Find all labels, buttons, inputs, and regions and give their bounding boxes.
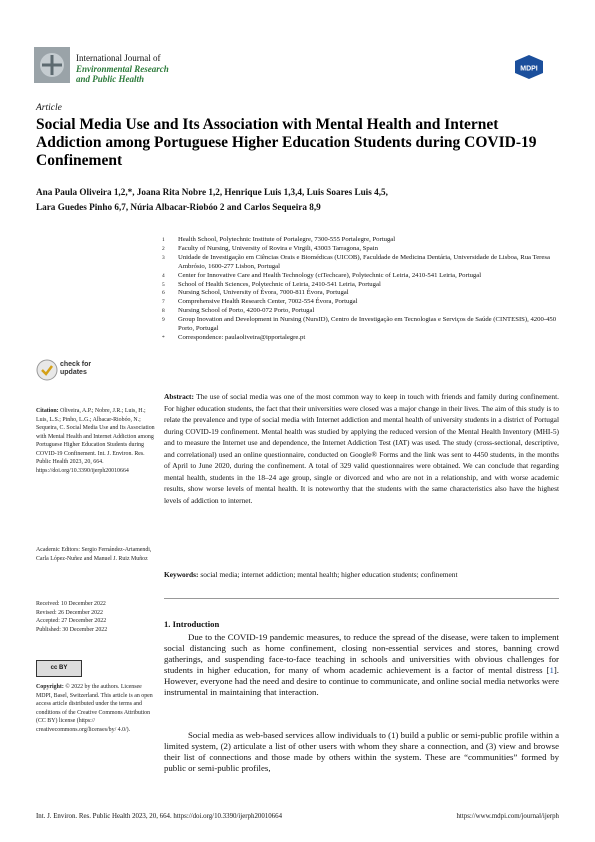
section-divider — [164, 598, 559, 599]
affiliation-text: Nursing School of Porto, 4200-072 Porto, Portugal — [178, 307, 315, 315]
affiliation-text: Center for Innovative Care and Health Technology (ciTechcare), Polytechnic of Leiria, 2410-541 Leiria, Portugal — [178, 271, 482, 279]
keywords — [164, 570, 559, 580]
affiliation-item — [162, 298, 562, 307]
affiliation-number: 2 — [162, 245, 165, 252]
affiliation-item — [162, 245, 562, 254]
section-heading: 1. Introduction — [164, 619, 220, 629]
affiliation-item — [162, 254, 562, 272]
abstract-label: Abstract: — [164, 392, 194, 401]
citation-block — [36, 407, 156, 475]
authors-line-2 — [36, 200, 556, 215]
affiliation-text: Unidade de Investigação em Ciências Orais e Biomédicas (UICOB), Faculdade de Medicina Dentária, Universidade de Lisboa, Rua Teresa Ambrósio, 1600-277 Lisbon, Portugal — [178, 253, 550, 270]
date-revised: Revised: 26 December 2022 — [36, 609, 103, 616]
abstract-text: The use of social media was one of the most common way to keep in touch with friends and family during confinement. For higher education students, the fact that their universities were closed was a major change in their lives. The aim of this study is to relate the prevalence and type of social media with Internet addiction and mental health of university students in a district of Portugal during COVID-19 confinement. Mental health was studied by applying the reduced version of the Mental Health Inventory (MHI-5) and to measure the Internet use and dependence, the Internet Addiction Test (IAT) was used. The study (cross-sectional, descriptive, and correlational) used an online questionnaire, conducted on Google® Forms and the link was sent to 4450 students, in the months of April to June 2020, during the confinement. A total of 329 valid questionnaires were obtained. We can conclude that regarding mental health, students in the 18–24 age group, single or divorced and who are not in a relationship, and with worse academic results, show worse levels of mental health. It is noteworthy that the students with the same characteristics also have the highest levels of addiction to internet. — [164, 392, 559, 505]
check-updates-icon — [36, 359, 58, 381]
date-received: Received: 10 December 2022 — [36, 601, 106, 607]
journal-line-2: Environmental Research — [76, 63, 169, 74]
footer-citation: Int. J. Environ. Res. Public Health 2023, 20, 664. https://doi.org/10.3390/ijerph20010664 — [36, 813, 283, 820]
paragraph-2: Social media as web-based services allow individuals to (1) build a public or semi-public profile within a limited system, (2) articulate a list of other users with whom they share a connection, and (3) view and browse their list of connections and those made by others within the system. These are “communities” formed by public or semi-public profiles, — [164, 730, 559, 773]
affiliation-number: 9 — [162, 317, 165, 324]
editors-text: Sergio Fernández-Artamendi, Carla López-Nuñez and Manuel J. Ruiz Muñoz — [36, 547, 152, 562]
journal-logo-icon — [34, 47, 70, 83]
editors-label: Academic Editors: — [36, 547, 81, 553]
affiliation-text: School of Health Sciences, Polytechnic of Leiria, 2410-541 Leiria, Portugal — [178, 280, 381, 288]
date-accepted: Accepted: 27 December 2022 — [36, 618, 107, 624]
article-type: Article — [36, 103, 62, 113]
affiliation-number: 5 — [162, 281, 165, 288]
abstract — [164, 391, 559, 506]
paragraph-1 — [164, 632, 559, 697]
check-updates-line-1: check for — [60, 361, 92, 368]
affiliation-item — [162, 307, 562, 316]
authors-line-1 — [36, 185, 556, 200]
journal-name — [76, 53, 169, 85]
reference-link[interactable]: 1 — [549, 664, 554, 675]
affiliation-number: 8 — [162, 308, 165, 315]
check-for-updates-badge[interactable] — [36, 359, 96, 399]
affiliation-text: Group Inovation and Development in Nursing (NursID), Centro de Investigação em Tecnologias e Serviços de Saúde (CINTESIS), 4200-450 Porto, Portugal — [178, 316, 557, 333]
keywords-label: Keywords: — [164, 570, 199, 579]
author-list — [36, 185, 556, 215]
affiliation-number: 4 — [162, 272, 165, 279]
affiliation-text: Nursing School, University of Évora, 7000-811 Évora, Portugal — [178, 289, 349, 297]
affiliation-text: Correspondence: paulaoliveira@ipportalegre.pt — [178, 333, 306, 341]
copyright-block — [36, 683, 156, 734]
citation-label: Citation: — [36, 408, 59, 414]
affiliation-number: 6 — [162, 290, 165, 297]
introduction-paragraph-2 — [164, 730, 559, 774]
check-updates-line-2: updates — [60, 369, 87, 376]
cc-by-license-badge[interactable]: cc BY — [36, 660, 82, 677]
mdpi-logo-text: MDPI — [520, 65, 538, 73]
paper-title: Social Media Use and Its Association with Mental Health and Internet Addiction among Portuguese Higher Education Students during COVID-19 Confinement — [36, 116, 537, 169]
copyright-text: © 2022 by the authors. Licensee MDPI, Basel, Switzerland. This article is an open access article distributed under the terms and conditions of the Creative Commons Attribution (CC BY) license (https:// creativecommons.org/licenses/by/ 4.0/). — [36, 684, 153, 733]
affiliation-item — [162, 272, 562, 281]
affiliation-item — [162, 236, 562, 245]
journal-line-1: International Journal of — [76, 53, 161, 63]
affiliation-text: Comprehensive Health Research Center, 7002-554 Évora, Portugal — [178, 298, 358, 306]
introduction-paragraph-1 — [164, 632, 559, 697]
affiliation-item — [162, 316, 562, 334]
paragraph-1-text-b: ]. However, everyone had the need and desire to continue to communicate, and online social media networks were instrumental in maintaining that interaction. — [164, 664, 559, 697]
affiliation-item — [162, 334, 562, 343]
keywords-text: social media; internet addiction; mental health; higher education students; confinement — [200, 570, 458, 579]
authors-line-2-text: Lara Guedes Pinho 6,7, Núria Albacar-Riobóo 2 and Carlos Sequeira 8,9 — [36, 202, 321, 212]
journal-line-3: and Public Health — [76, 74, 145, 84]
affiliations — [162, 236, 562, 343]
page-footer — [36, 813, 559, 820]
affiliation-number: 7 — [162, 299, 165, 306]
copyright-label: Copyright: — [36, 684, 64, 690]
affiliation-item — [162, 289, 562, 298]
affiliation-text: Faculty of Nursing, University of Rovira e Virgili, 43003 Tarragona, Spain — [178, 244, 378, 252]
affiliation-number: * — [162, 334, 165, 341]
affiliation-text: Health School, Polytechnic Institute of Portalegre, 7300-555 Portalegre, Portugal — [178, 236, 396, 243]
mdpi-logo-icon — [515, 55, 543, 79]
citation-text: Oliveira, A.P.; Nobre, J.R.; Luis, H.; Luis, L.S.; Pinho, L.G.; Albacar-Riobóo, N.; Sequeira, C. Social Media Use and Its Association with Mental Health and Internet Addiction among Portuguese Higher Education Students during COVID-19 Confinement. Int. J. Environ. Res. Public Health 2023, 20, 664. https://doi.org/10.3390/ijerph20010664 — [36, 408, 155, 474]
dates-block — [36, 600, 156, 634]
date-published: Published: 30 December 2022 — [36, 626, 108, 633]
affiliation-number: 3 — [162, 254, 165, 261]
footer-journal-url[interactable]: https://www.mdpi.com/journal/ijerph — [456, 813, 559, 820]
editors-block — [36, 546, 156, 563]
paragraph-1-text-a: Due to the COVID-19 pandemic measures, to reduce the spread of the disease, were taken to implement social distancing such as home confinement, closing non-essential services and stores, banning crowd gatherings, and suspending face-to-face teaching in schools and universities with obvious challenges for students in higher education, for many of whom academic achievement is a factor of mental distress [ — [164, 632, 559, 675]
authors-line-1-text: Ana Paula Oliveira 1,2,*, Joana Rita Nobre 1,2, Henrique Luis 1,3,4, Luis Soares Luis 4,5, — [36, 187, 388, 197]
affiliation-number: 1 — [162, 237, 165, 243]
check-updates-label — [60, 361, 91, 377]
